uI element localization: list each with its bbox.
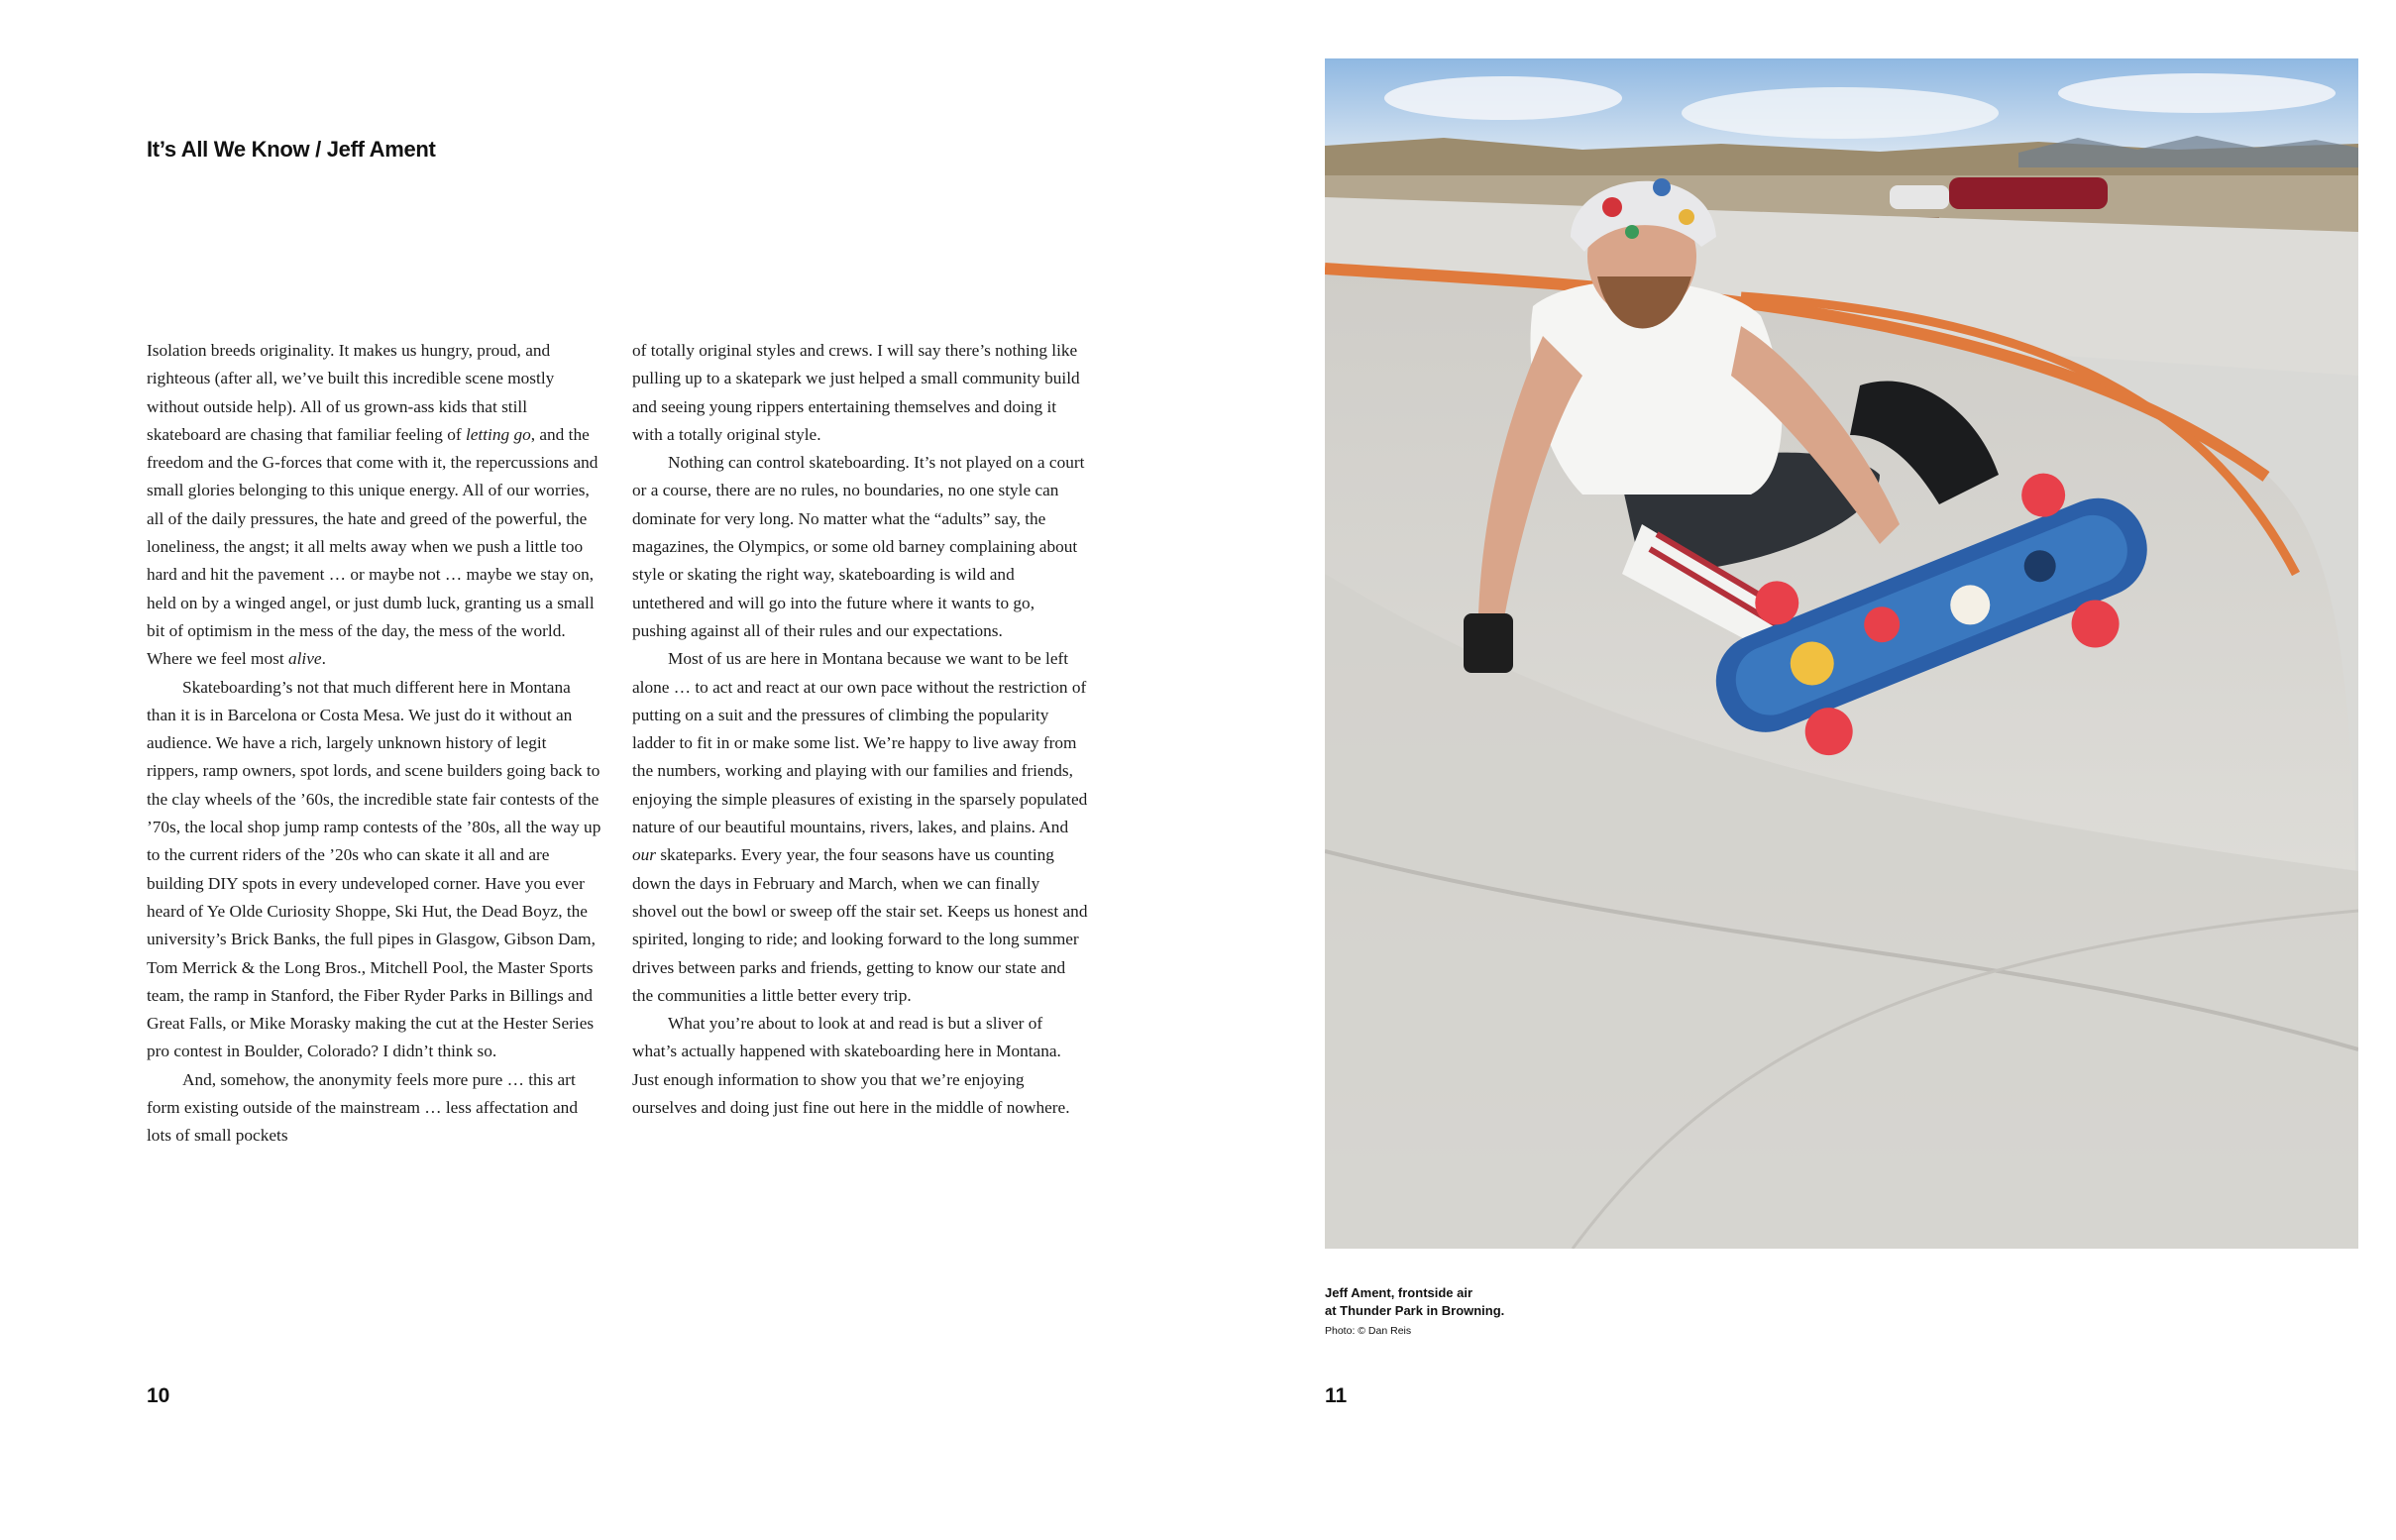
paragraph: Isolation breeds originality. It makes us hungry, proud, and righteous (after all, we’ve built this incredible scene mostly without outside help). All of us grown-ass kids that still skateboard are chasing that familiar feeling of letting go, and the freedom and the G-forces that come with it, the repercussions and small glories belonging to this unique energy. All of our worries, all of the daily pressures, the hate and greed of the powerful, the loneliness, the angst; it all melts away when we push a little too hard and hit the pavement … or maybe not … maybe we stay on, held on by a winged angel, or just dumb luck, granting us a small bit of optimism in the mess of the day, the mess of the world. Where we feel most alive. [147,341,599,669]
photo-caption [1325,1284,1504,1340]
skater-photo [1325,58,2358,1249]
paragraph: Skateboarding’s not that much different here in Montana than it is in Barcelona or Costa Mesa. We just do it without an audience. We have a rich, largely unknown history of legit rippers, ramp owners, spot lords, and scene builders going back to the clay wheels of the ’60s, the incredible state fair contests of the ’70s, the local shop jump ramp contests of the ’80s, all the way up to the current riders of the ’20s who can skate it all and are building DIY spots in every undeveloped corner. Have you ever heard of Ye Olde Curiosity Shoppe, Ski Hut, the Dead Boyz, the university’s Brick Banks, the full pipes in Glasgow, Gibson Dam, Tom Merrick & the Long Bros., Mitchell Pool, the Master Sports team, the ramp in Stanford, the Fiber Ryder Parks in Billings and Great Falls, or Mike Morasky making the cut at the Hester Series pro contest in Boulder, Colorado? I didn’t think so. [147,677,601,1061]
caption-line-1: Jeff Ament, frontside air [1325,1285,1473,1300]
paragraph: Nothing can control skateboarding. It’s not played on a court or a course, there are no rules, no boundaries, no one style can dominate for very long. No matter what the “adults” say, the magazines, the Olympics, or some old barney complaining about style or skating the right way, skateboarding is wild and untethered and will go into the future where it wants to go, pushing against all of their rules and our expectations. [632,453,1085,640]
caption-line-2: at Thunder Park in Browning. [1325,1303,1505,1318]
paragraph: of totally original styles and crews. I will say there’s nothing like pulling up to a skatepark we just helped a small community build and seeing young rippers entertaining themselves and doing it with a totally original style. [632,341,1080,444]
right-page [1198,0,2396,1540]
text-column-1 [147,337,602,1151]
photo-credit: Photo: © Dan Reis [1325,1325,1412,1337]
text-column-2 [632,337,1088,1122]
paragraph: Most of us are here in Montana because we want to be left alone … to act and react at our own pace without the restriction of putting on a suit and the pressures of climbing the popularity ladder to fit in or make some list. We’re happy to live away from the numbers, working and playing with our families and friends, enjoying the simple pleasures of existing in the sparsely populated nature of our beautiful mountains, rivers, lakes, and plains. And our skateparks. Every year, the four seasons have us counting down the days in February and March, when we can finally shovel out the bowl or sweep off the stair set. Keeps us honest and spirited, longing to ride; and looking forward to the long summer drives between parks and friends, getting to know our state and the communities a little better every trip. [632,649,1088,1005]
paragraph: What you’re about to look at and read is but a sliver of what’s actually happened with skateboarding here in Montana. Just enough information to show you that we’re enjoying ourselves and doing just fine out here in the middle of nowhere. [632,1014,1070,1118]
page-number: 11 [1325,1384,1348,1407]
photo-illustration [1325,58,2358,1249]
article-heading: It’s All We Know / Jeff Ament [147,137,436,162]
paragraph: And, somehow, the anonymity feels more pure … this art form existing outside of the mainstream … less affectation and lots of small pockets [147,1069,578,1146]
page-number: 10 [147,1384,170,1407]
